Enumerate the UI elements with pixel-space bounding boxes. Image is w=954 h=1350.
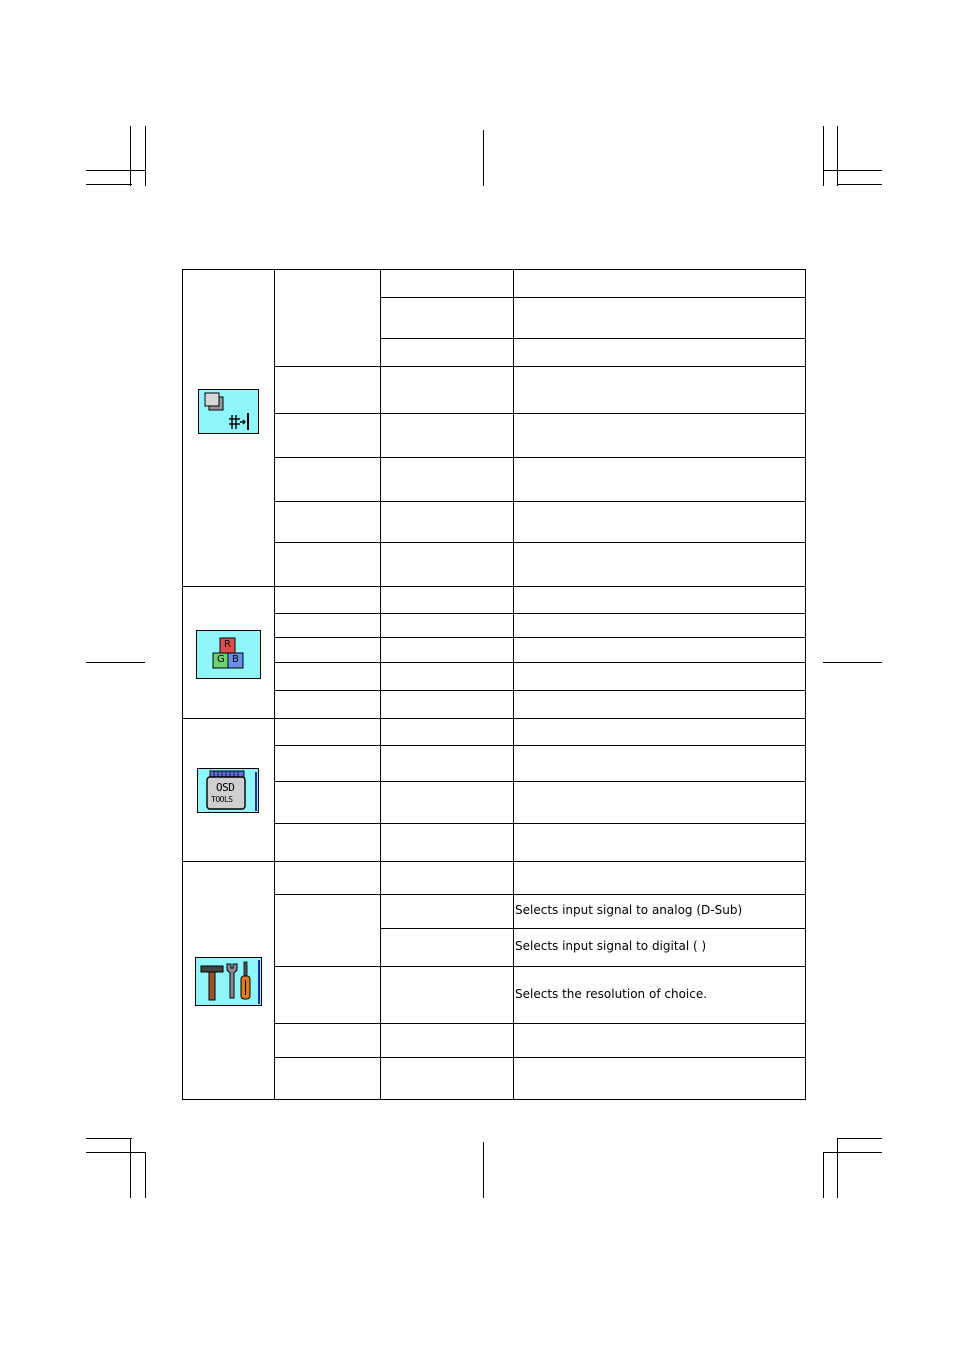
tools-icon [195, 957, 262, 1006]
rgb-icon [196, 630, 261, 679]
crop-mark [823, 170, 882, 171]
table-rule [274, 894, 806, 895]
table-rule [274, 781, 806, 782]
rgb-letter-b: B [232, 654, 239, 665]
crop-mark [86, 1138, 132, 1139]
table-rule [274, 690, 806, 691]
table-rule [274, 269, 275, 1100]
table-rule [182, 1099, 806, 1100]
table-rule [274, 366, 806, 367]
crop-mark [837, 126, 838, 186]
table-rule [182, 718, 806, 719]
position-icon [198, 389, 259, 434]
table-rule [182, 269, 183, 1100]
table-rule [274, 542, 806, 543]
table-rule [274, 1057, 806, 1058]
resolution-description: Selects the resolution of choice. [515, 987, 708, 1001]
tools-label: TOOLS [211, 795, 233, 804]
osd-tools-icon [197, 768, 259, 813]
crop-mark [837, 1138, 882, 1139]
crop-mark [823, 1152, 824, 1198]
crop-mark [837, 1138, 838, 1198]
table-rule [274, 613, 806, 614]
crop-mark [145, 126, 146, 186]
table-rule [274, 637, 806, 638]
table-rule [513, 269, 514, 1100]
table-rule [274, 823, 806, 824]
input-analog-description: Selects input signal to analog (D-Sub) [515, 903, 743, 917]
table-rule [274, 745, 806, 746]
crop-mark [86, 184, 132, 185]
table-rule [380, 269, 381, 1100]
table-rule [380, 338, 806, 339]
table-rule [274, 662, 806, 663]
table-rule [274, 413, 806, 414]
crop-mark [483, 130, 484, 186]
input-digital-description: Selects input signal to digital ( ) [515, 939, 707, 953]
crop-mark [145, 1152, 146, 1198]
rgb-letter-g: G [217, 654, 225, 665]
osd-menu-table [182, 269, 806, 1100]
crop-mark [823, 662, 882, 663]
table-rule [805, 269, 806, 1100]
osd-label: OSD [216, 781, 235, 794]
table-rule [380, 928, 806, 929]
table-rule [274, 457, 806, 458]
table-rule [182, 269, 806, 270]
table-rule [274, 966, 806, 967]
table-rule [182, 586, 806, 587]
crop-mark [130, 126, 131, 186]
table-rule [380, 297, 806, 298]
rgb-letter-r: R [224, 639, 231, 650]
table-rule [274, 501, 806, 502]
crop-mark [86, 662, 145, 663]
crop-mark [483, 1142, 484, 1198]
crop-mark [823, 1152, 882, 1153]
crop-mark [130, 1138, 131, 1198]
crop-mark [837, 184, 882, 185]
crop-mark [86, 170, 146, 171]
table-rule [182, 861, 806, 862]
crop-mark [823, 126, 824, 186]
table-rule [274, 1023, 806, 1024]
crop-mark [86, 1152, 146, 1153]
